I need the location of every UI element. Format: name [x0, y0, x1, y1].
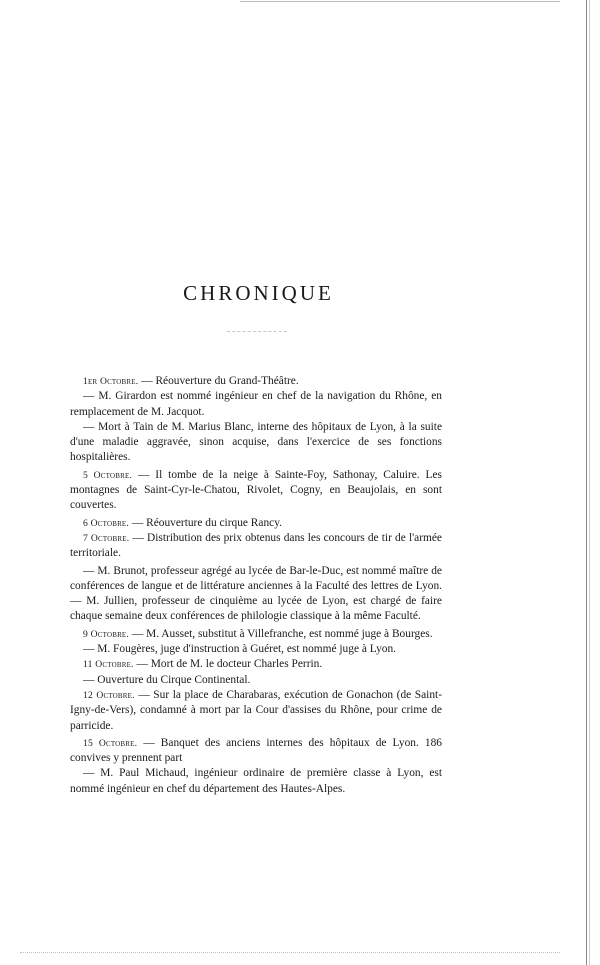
chronicle-body [70, 374, 442, 797]
entry-text: — Sur la place de Charabaras, exécution de Gonachon (de Saint-Igny-de-Vers), condamné à mort par la Cour d'assises du Rhône, pour crime de parricide. [70, 688, 442, 732]
entry-date: 1er Octobre. [83, 376, 139, 387]
chronicle-entry [70, 420, 442, 466]
entry-text: — Il tombe de la neige à Sainte-Foy, Sathonay, Caluire. Les montagnes de Saint-Cyr-le-Chatou, Rivolet, Cogny, en Beaujolais, en sont couvertes. [70, 468, 442, 512]
entry-date: 15 Octobre. [83, 737, 138, 749]
chronicle-entry [70, 657, 442, 672]
entry-text: — M. Brunot, professeur agrégé au lycée de Bar-le-Duc, est nommé maître de conférences de langue et de littérature anciennes à la Faculté des lettres de Lyon. — M. Jullien, professeur de cinquième au lycée de Lyon, est chargé de faire chaque semaine deux conférences de philologie classique à la même Faculté. [70, 564, 442, 623]
page-title: CHRONIQUE [183, 281, 334, 305]
entry-date: 6 Octobre. [83, 517, 130, 529]
entry-text: — Mort de M. le docteur Charles Perrin. [133, 658, 323, 671]
chronicle-entry [70, 374, 442, 389]
entry-date: 5 Octobre. [83, 469, 133, 481]
chronicle-entry [70, 642, 442, 657]
entry-text: — Mort à Tain de M. Marius Blanc, interne des hôpitaux de Lyon, à la suite d'une maladie aggravée, sinon acquise, dans l'exercice de ses fonctions hospitalières. [70, 420, 442, 464]
chronicle-entry [70, 673, 442, 688]
entry-text: — M. Girardon est nommé ingénieur en chef de la navigation du Rhône, en remplacement de M. Jacquot. [70, 390, 442, 418]
entry-text: — Banquet des anciens internes des hôpitaux de Lyon. 186 convives y prennent part [70, 736, 442, 765]
entry-text: — M. Paul Michaud, ingénieur ordinaire de première classe à Lyon, est nommé ingénieur en chef du département des Hautes-Alpes. [70, 767, 442, 795]
chronicle-entry [70, 516, 442, 531]
title-separator [227, 331, 287, 332]
chronicle-entry [70, 564, 442, 625]
page-edge-rule-secondary [589, 0, 590, 965]
chronicle-entry [70, 468, 442, 514]
entry-text: — Réouverture du Grand-Théâtre. [138, 375, 299, 387]
entry-text: — Ouverture du Cirque Continental. [83, 673, 251, 686]
chronicle-entry [70, 531, 442, 562]
chronicle-entry [70, 736, 442, 767]
chronicle-entry [70, 688, 442, 734]
entry-text: — M. Ausset, substitut à Villefranche, est nommé juge à Bourges. [129, 627, 433, 640]
chronicle-entry [70, 766, 442, 797]
entry-date: 9 Octobre. [83, 628, 130, 640]
entry-text: — Distribution des prix obtenus dans les concours de tir de l'armée territoriale. [70, 531, 442, 560]
top-edge-rule [240, 1, 560, 2]
chronicle-entry [70, 389, 442, 420]
entry-date: 7 Octobre. [83, 532, 130, 544]
chronicle-entry [70, 627, 442, 642]
entry-text: — Réouverture du cirque Rancy. [129, 516, 282, 529]
bottom-dotted-rule [20, 952, 560, 953]
page-edge-rule [586, 0, 587, 965]
entry-text: — M. Fougères, juge d'instruction à Guéret, est nommé juge à Lyon. [83, 643, 397, 656]
entry-date: 11 Octobre. [83, 659, 134, 671]
entry-date: 12 Octobre. [83, 689, 135, 701]
